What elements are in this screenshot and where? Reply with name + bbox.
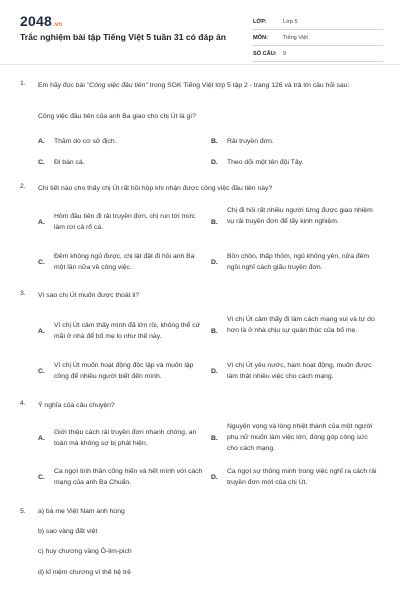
header-divider — [0, 64, 400, 65]
question-subtext: Công việc đầu tiên của anh Ba giao cho chị Út là gì? — [38, 113, 196, 120]
site-logo[interactable] — [20, 13, 62, 29]
list-item[interactable]: a) bà mẹ Việt Nam anh hùng — [38, 508, 125, 515]
meta-row-count — [253, 46, 383, 62]
page-header — [0, 0, 400, 62]
question-text-part: Em hãy đọc bài — [38, 82, 87, 89]
question-number: 3. — [20, 290, 26, 297]
meta-row-subject — [253, 30, 383, 46]
option-text: Nguyện vọng và lòng nhiệt thành của một người phụ nữ muốn làm việc lớn, đóng góp công sức cho cách mạng. — [227, 423, 373, 452]
question-number: 4. — [20, 400, 26, 407]
option-text: Đi bán cá. — [54, 159, 85, 166]
page-title: Trắc nghiệm bài tập Tiếng Việt 5 tuần 31 có đáp án — [20, 32, 226, 42]
option-letter: C. — [38, 474, 45, 481]
question-number: 2. — [20, 183, 26, 190]
option-letter: B. — [211, 138, 218, 145]
option-text: Vì chị Út yêu nước, ham hoạt động, muốn được làm thật nhiều việc cho cách mạng. — [227, 362, 372, 380]
meta-row-class — [253, 14, 383, 30]
question-text — [38, 80, 383, 91]
question-number: 1. — [20, 80, 26, 87]
option-letter: C. — [38, 368, 45, 375]
option-letter: D. — [211, 259, 218, 266]
meta-value: 9 — [283, 50, 287, 57]
option-letter: B. — [211, 219, 218, 226]
option-text: Vì chị Út cảm thấy đi làm cách mạng vui và tự do hơn là ở nhà chịu sự quản thúc của bố mẹ. — [227, 316, 375, 334]
lesson-title: "Công việc đầu tiên" — [86, 82, 148, 89]
option-text: Chị đi hỏi rất nhiều người từng được giao nhiệm vụ rải truyền đơn để lấy kinh nghiệm. — [227, 207, 373, 225]
meta-key: MÔN: — [253, 34, 268, 41]
option-letter: A. — [38, 219, 45, 226]
option-text: Hôm đầu tiên đi rải truyền đơn, chị run tới mức làm rơi cả rổ cá. — [54, 213, 196, 231]
question-text: Ý nghĩa của câu chuyện? — [38, 402, 115, 409]
option-text: Ca ngợi tinh thần cống hiến và hết mình với cách mạng của anh Ba Chuẩn. — [54, 468, 203, 486]
option-text: Bồn chồn, thấp thỏm, ngủ không yên, nửa đêm ngồi nghĩ cách giấu truyền đơn. — [227, 253, 370, 271]
question-number: 5. — [20, 508, 26, 515]
option-text: Rải truyền đơn. — [227, 138, 274, 145]
option-text: Giới thiệu cách rải truyền đơn nhanh chóng, an toàn mà không sợ bị phát hiện. — [54, 429, 197, 447]
option-text: Ca ngợi sự thông minh trong việc nghĩ ra cách rải truyền đơn mới của chị Út. — [227, 468, 377, 486]
meta-key: SỐ CÂU: — [253, 50, 277, 57]
option-letter: B. — [211, 435, 218, 442]
meta-key: LỚP: — [253, 18, 267, 25]
logo-main: 2048 — [20, 13, 52, 29]
option-letter: A. — [38, 138, 45, 145]
option-letter: D. — [211, 474, 218, 481]
option-text: Thăm dò cơ sở địch. — [54, 138, 117, 145]
option-text: Vì chị Út cảm thấy mình đã lớn rồi, không thể cứ mãi ở nhà để bố mẹ lo như thế này. — [54, 322, 201, 340]
option-letter: A. — [38, 435, 45, 442]
list-item[interactable]: b) sao vàng đất việt — [38, 528, 98, 535]
question-text: Vì sao chị Út muốn được thoát li? — [38, 292, 140, 299]
meta-table — [253, 14, 383, 62]
option-text: Đêm không ngủ được, chị lật đật đi hỏi anh Ba một lần nữa về công việc. — [54, 253, 195, 271]
option-letter: D. — [211, 159, 218, 166]
option-letter: B. — [211, 328, 218, 335]
option-text: Vì chị Út muốn hoạt động độc lập và muốn lập công để nhiều người biết đến mình. — [54, 362, 194, 380]
meta-value: Lớp 5 — [283, 18, 298, 25]
list-item[interactable]: c) huy chương vàng Ô-lim-pich — [38, 548, 132, 555]
option-text: Theo dõi một tên đội Tây. — [227, 159, 304, 166]
logo-suffix: .vn — [52, 22, 63, 28]
option-letter: C. — [38, 259, 45, 266]
question-text: Chi tiết nào cho thấy chị Út rất hồi hộp khi nhận được công việc đầu tiên này? — [38, 185, 273, 192]
option-letter: D. — [211, 368, 218, 375]
question-text-part: trong SGK Tiếng Việt lớp 5 tập 2 - trang 126 và trả lời câu hỏi sau: — [147, 82, 350, 89]
list-item[interactable]: d) kỉ niệm chương vì thế hệ trẻ — [38, 569, 131, 576]
option-letter: A. — [38, 328, 45, 335]
meta-value: Tiếng Việt — [283, 34, 308, 41]
option-letter: C. — [38, 159, 45, 166]
